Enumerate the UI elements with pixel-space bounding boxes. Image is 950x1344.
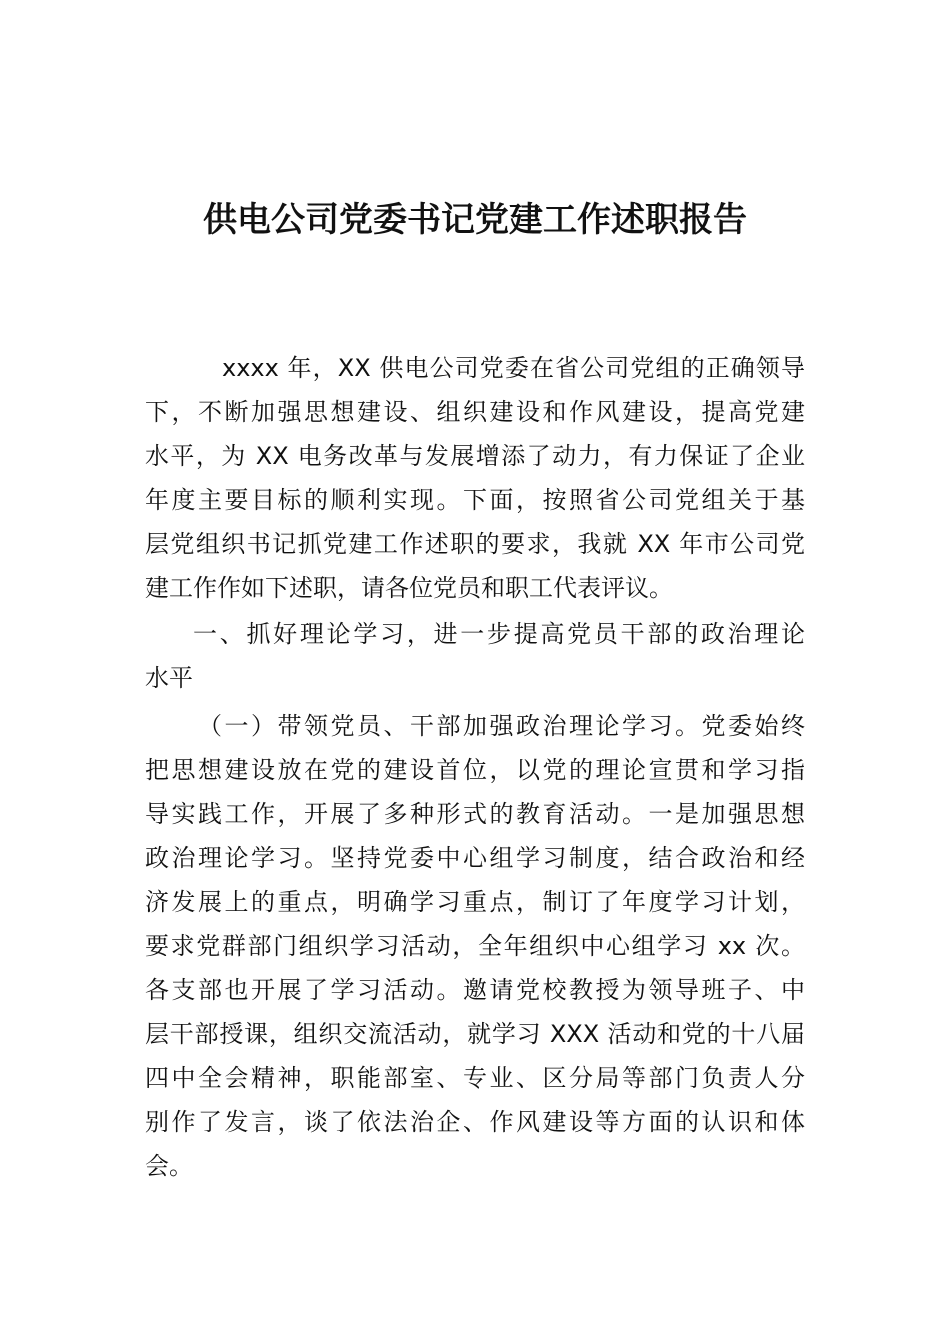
paragraph-line: 四中全会精神，职能部室、专业、区分局等部门负责人分 (145, 1064, 805, 1092)
paragraph-line: 下，不断加强思想建设、组织建设和作风建设，提高党建 (145, 398, 805, 426)
paragraph-line: 政治理论学习。坚持党委中心组学习制度，结合政治和经 (145, 844, 805, 872)
paragraph-line: 济发展上的重点，明确学习重点，制订了年度学习计划， (145, 888, 805, 916)
paragraph-line: 导实践工作，开展了多种形式的教育活动。一是加强思想 (145, 800, 805, 828)
paragraph-line: 年度主要目标的顺利实现。下面，按照省公司党组关于基 (145, 486, 805, 514)
document-title: 供电公司党委书记党建工作述职报告 (203, 200, 747, 240)
paragraph-line: 层党组织书记抓党建工作述职的要求，我就 XX 年市公司党 (145, 530, 805, 558)
paragraph-line: 把思想建设放在党的建设首位，以党的理论宣贯和学习指 (145, 756, 805, 784)
paragraph-line: 建工作作如下述职，请各位党员和职工代表评议。 (145, 574, 673, 602)
paragraph-line: 水平，为 XX 电务改革与发展增添了动力，有力保证了企业 (145, 442, 805, 470)
paragraph-line: 会。 (145, 1152, 193, 1180)
paragraph-line: 别作了发言，谈了依法治企、作风建设等方面的认识和体 (145, 1108, 805, 1136)
paragraph-line: （一）带领党员、干部加强政治理论学习。党委始终 (198, 712, 805, 740)
section-heading-line: 水平 (145, 664, 193, 692)
paragraph-line: xxxx 年，XX 供电公司党委在省公司党组的正确领导 (222, 354, 805, 382)
paragraph-line: 层干部授课，组织交流活动，就学习 XXX 活动和党的十八届 (145, 1020, 805, 1048)
paragraph-line: 要求党群部门组织学习活动，全年组织中心组学习 xx 次。 (145, 932, 805, 960)
section-heading-line: 一、抓好理论学习，进一步提高党员干部的政治理论 (193, 620, 805, 648)
paragraph-line: 各支部也开展了学习活动。邀请党校教授为领导班子、中 (145, 976, 805, 1004)
